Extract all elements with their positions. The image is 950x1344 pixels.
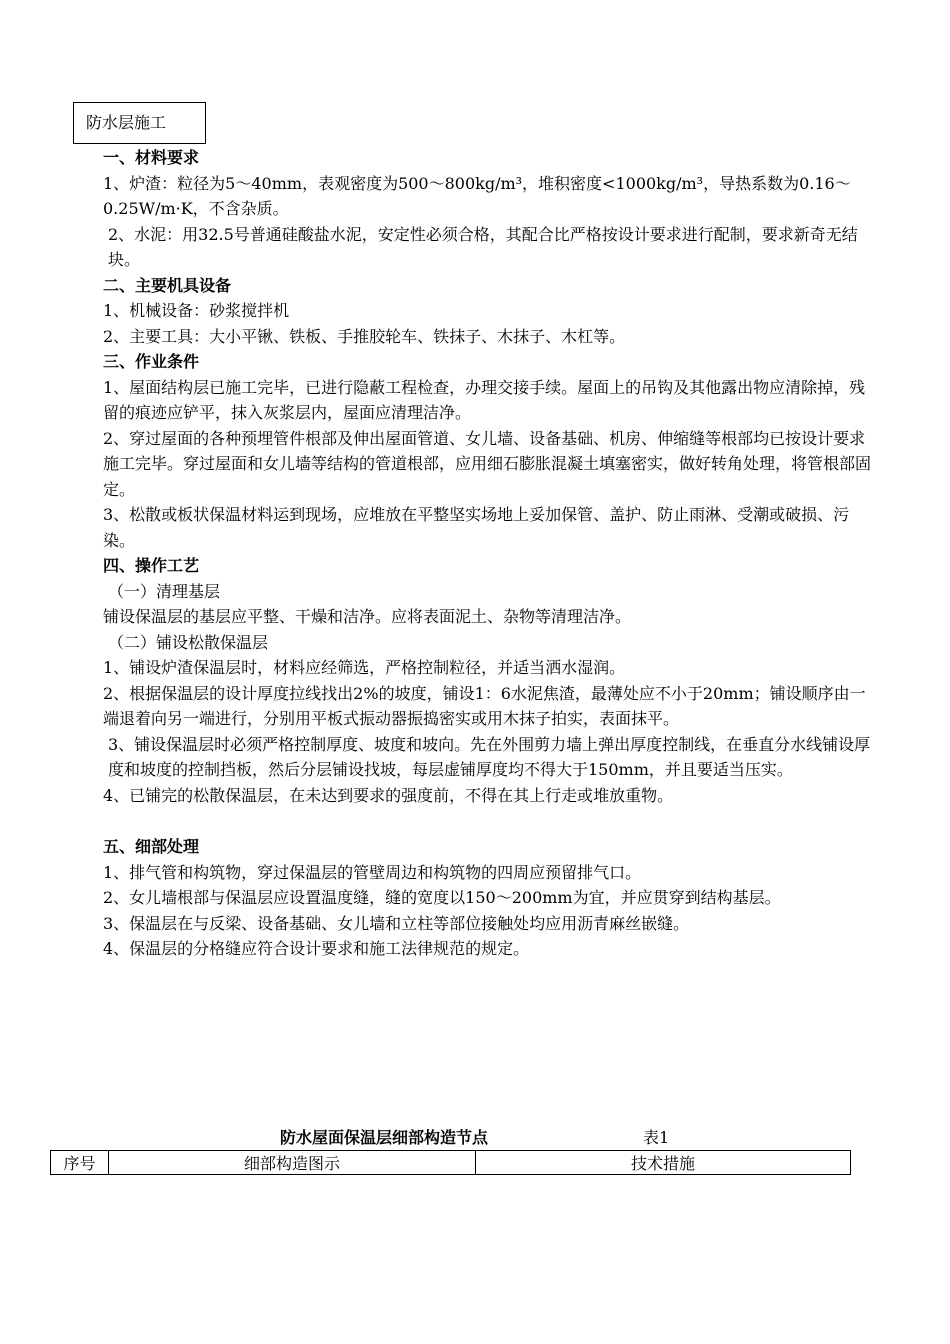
- subsection-heading: （一）清理基层: [108, 581, 221, 601]
- section-heading-details: 五、细部处理: [103, 837, 200, 856]
- section-heading-process: 四、操作工艺: [103, 556, 200, 575]
- table-title: 防水屋面保温层细部构造节点: [280, 1128, 489, 1147]
- paragraph: 2、穿过屋面的各种预埋管件根部及伸出屋面管道、女儿墙、设备基础、机房、伸缩缝等根部均已按设计要求施工完毕。穿过屋面和女儿墙等结构的管道根部，应用细石膨胀混凝土填塞密实，做好转角处理，将管根部固定。: [103, 428, 872, 499]
- paragraph: 2、主要工具：大小平锹、铁板、手推胶轮车、铁抹子、木抹子、木杠等。: [103, 326, 626, 346]
- subsection-heading: （二）铺设松散保温层: [108, 632, 269, 652]
- section-heading-materials: 一、材料要求: [103, 148, 200, 167]
- paragraph: 3、铺设保温层时必须严格控制厚度、坡度和坡向。先在外围剪力墙上弹出厚度控制线，在垂直分水线铺设厚度和坡度的控制挡板，然后分层铺设找坡，每层虚铺厚度均不得大于150mm，并且要适当压实。: [108, 734, 871, 779]
- table-number: 表1: [643, 1128, 670, 1147]
- table-header-cell: 序号: [51, 1151, 109, 1175]
- table-caption: [0, 1125, 950, 1149]
- paragraph: 1、排气管和构筑物，穿过保温层的管壁周边和构筑物的四周应预留排气口。: [103, 862, 642, 882]
- table-header-cell: 细部构造图示: [109, 1151, 476, 1175]
- paragraph: 2、女儿墙根部与保温层应设置温度缝，缝的宽度以150～200mm为宜，并应贯穿到结构基层。: [103, 888, 781, 907]
- section-heading-equipment: 二、主要机具设备: [103, 275, 232, 295]
- paragraph: 2、水泥：用32.5号普通硅酸盐水泥，安定性必须合格，其配合比严格按设计要求进行配制，要求新奇无结块。: [108, 224, 858, 269]
- table-header-row: [51, 1151, 851, 1175]
- section-heading-conditions: 三、作业条件: [103, 352, 200, 371]
- paragraph: 3、保温层在与反梁、设备基础、女儿墙和立柱等部位接触处均应用沥青麻丝嵌缝。: [103, 913, 690, 933]
- paragraph: 1、屋面结构层已施工完毕，已进行隐蔽工程检查，办理交接手续。屋面上的吊钩及其他露出物应清除掉，残留的痕迹应铲平，抹入灰浆层内，屋面应清理洁净。: [103, 377, 866, 422]
- paragraph: 4、保温层的分格缝应符合设计要求和施工法律规范的规定。: [103, 939, 530, 958]
- paragraph: 4、已铺完的松散保温层，在未达到要求的强度前，不得在其上行走或堆放重物。: [103, 785, 674, 805]
- paragraph: 3、松散或板状保温材料运到现场，应堆放在平整坚实场地上妥加保管、盖护、防止雨淋、受潮或破损、污染。: [103, 505, 850, 550]
- spacer: [80, 808, 880, 834]
- paragraph: 1、机械设备：砂浆搅拌机: [103, 301, 290, 320]
- paragraph: 铺设保温层的基层应平整、干燥和洁净。应将表面泥土、杂物等清理洁净。: [103, 607, 632, 626]
- paragraph: 1、炉渣：粒径为5～40mm，表观密度为500～800kg/m³，堆积密度<1000kg/m³，导热系数为0.16～0.25W/m·K，不含杂质。: [103, 173, 851, 218]
- section-title-box: 防水层施工: [73, 102, 206, 144]
- document-body: [80, 145, 880, 962]
- table-header-cell: 技术措施: [476, 1151, 851, 1175]
- paragraph: 1、铺设炉渣保温层时，材料应经筛选，严格控制粒径，并适当洒水湿润。: [103, 658, 626, 677]
- detail-nodes-table: [50, 1150, 851, 1175]
- paragraph: 2、根据保温层的设计厚度拉线找出2%的坡度，铺设1：6水泥焦渣，最薄处应不小于20mm；铺设顺序由一端退着向另一端进行，分别用平板式振动器振捣密实或用木抹子拍实，表面抹平。: [103, 683, 866, 728]
